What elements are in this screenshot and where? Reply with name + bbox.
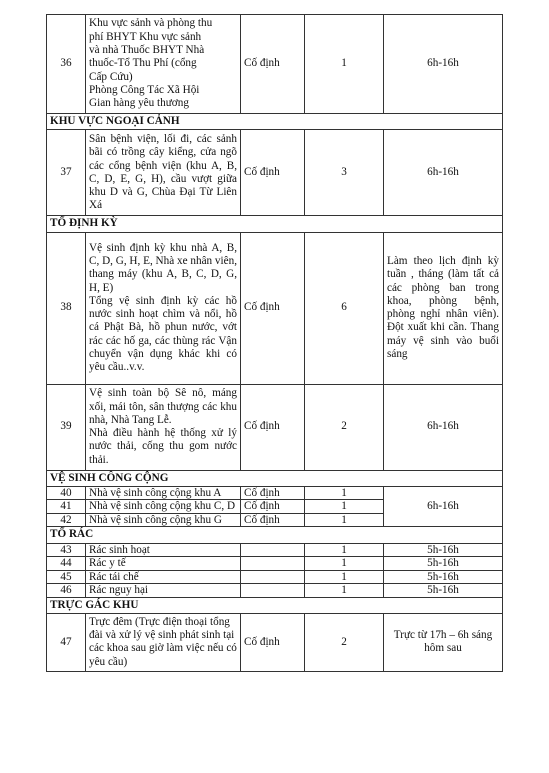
row-quantity: 3	[305, 130, 384, 216]
row-quantity: 1	[305, 15, 384, 114]
row-description: Rác y tế	[86, 557, 241, 571]
row-quantity: 2	[305, 613, 384, 671]
schedule-table	[46, 14, 503, 672]
row-type: Cố định	[241, 486, 305, 500]
section-header-row	[47, 470, 503, 486]
description-line: Gian hàng yêu thương	[89, 97, 189, 110]
row-description	[86, 384, 241, 470]
row-description: Sân bệnh viện, lối đi, các sảnh bãi có trồng cây kiểng, cửa ngõ các cổng bệnh viện (khu A, B, C, D, E, G, H), cầu vượt giữa khu D và G, Chùa Đại Từ Liên Xá	[86, 130, 241, 216]
row-quantity: 1	[305, 500, 384, 514]
table-row	[47, 130, 503, 216]
row-type: Cố định	[241, 500, 305, 514]
row-description: Rác tái chế	[86, 570, 241, 584]
table-row	[47, 15, 503, 114]
description-line: phí BHYT Khu vực sảnh	[89, 30, 202, 43]
row-number: 47	[47, 613, 86, 671]
row-description: Nhà vệ sinh công cộng khu C, D	[86, 500, 241, 514]
row-number: 46	[47, 584, 86, 598]
row-type: Cố định	[241, 232, 305, 384]
row-quantity: 1	[305, 570, 384, 584]
row-description	[86, 232, 241, 384]
description-paragraph: Nhà điều hành hệ thống xử lý nước thải, cống thu gom nước thải.	[89, 427, 237, 466]
description-line: và nhà Thuốc BHYT Nhà	[89, 44, 205, 57]
table-row	[47, 584, 503, 598]
row-quantity: 1	[305, 486, 384, 500]
table-row	[47, 384, 503, 470]
row-number: 43	[47, 543, 86, 557]
row-type: Cố định	[241, 513, 305, 527]
row-number: 42	[47, 513, 86, 527]
row-number: 45	[47, 570, 86, 584]
row-type	[241, 570, 305, 584]
row-type	[241, 584, 305, 598]
section-header-row	[47, 216, 503, 232]
row-quantity: 1	[305, 557, 384, 571]
row-quantity: 6	[305, 232, 384, 384]
section-header-row	[47, 597, 503, 613]
table-row	[47, 232, 503, 384]
description-line: thuốc-Tổ Thu Phí (cổng	[89, 57, 197, 70]
row-number: 38	[47, 232, 86, 384]
row-type: Cố định	[241, 15, 305, 114]
row-quantity: 1	[305, 543, 384, 557]
row-time: 5h-16h	[384, 570, 503, 584]
row-description: Nhà vệ sinh công cộng khu A	[86, 486, 241, 500]
row-time: Trực từ 17h – 6h sáng hôm sau	[384, 613, 503, 671]
row-quantity: 1	[305, 513, 384, 527]
row-description	[86, 15, 241, 114]
row-number: 39	[47, 384, 86, 470]
section-title: TRỰC GÁC KHU	[47, 597, 503, 613]
table-row	[47, 557, 503, 571]
section-header-row	[47, 114, 503, 130]
description-line: Khu vực sảnh và phòng thu	[89, 17, 213, 30]
description-paragraph: Tổng vệ sinh định kỳ các hồ nước sinh hoạt chìm và nổi, hồ cá Phật Bà, hồ phun nước, vớt rác các hố ga, các thùng rác Vận chuyển vận dụng khác khi có yêu cầu..v.v.	[89, 294, 237, 374]
section-title: VỆ SINH CÔNG CỘNG	[47, 470, 503, 486]
row-time: 6h-16h	[384, 384, 503, 470]
row-number: 40	[47, 486, 86, 500]
row-description: Rác nguy hại	[86, 584, 241, 598]
table-row	[47, 486, 503, 500]
section-title: TỔ ĐỊNH KỲ	[47, 216, 503, 232]
row-time: 6h-16h	[384, 486, 503, 527]
row-number: 36	[47, 15, 86, 114]
section-title: TỔ RÁC	[47, 527, 503, 543]
row-time: 6h-16h	[384, 130, 503, 216]
row-time: 5h-16h	[384, 557, 503, 571]
description-line: Cấp Cứu)	[89, 70, 133, 83]
description-paragraph: Vệ sinh định kỳ khu nhà A, B, C, D, G, H, E, Nhà xe nhân viên, thang máy (khu A, B, C, D, G, H, E)	[89, 241, 237, 294]
description-paragraph: Vệ sinh toàn bộ Sê nô, máng xối, mái tôn, sân thượng các khu nhà, Nhà Tang Lễ.	[89, 387, 237, 426]
table-row	[47, 543, 503, 557]
row-quantity: 2	[305, 384, 384, 470]
row-description: Nhà vệ sinh công cộng khu G	[86, 513, 241, 527]
row-time: 6h-16h	[384, 15, 503, 114]
section-title: KHU VỰC NGOẠI CẢNH	[47, 114, 503, 130]
description-line: Phòng Công Tác Xã Hội	[89, 83, 200, 96]
row-type: Cố định	[241, 130, 305, 216]
row-description: Trực đêm (Trực điện thoại tổng đài và xử lý vệ sinh phát sinh tại các khoa sau giờ làm việc nếu có yêu cầu)	[86, 613, 241, 671]
row-description: Rác sinh hoạt	[86, 543, 241, 557]
row-type	[241, 543, 305, 557]
row-quantity: 1	[305, 584, 384, 598]
row-number: 44	[47, 557, 86, 571]
section-header-row	[47, 527, 503, 543]
row-note: Làm theo lịch định kỳ tuần , tháng (làm tất cả các phòng ban trong khoa, phòng bệnh, phòng nghỉ nhân viên). Đột xuất khi cần. Thang máy vệ sinh vào buổi sáng	[384, 232, 503, 384]
table-row	[47, 570, 503, 584]
row-number: 37	[47, 130, 86, 216]
row-type: Cố định	[241, 384, 305, 470]
row-number: 41	[47, 500, 86, 514]
row-time: 5h-16h	[384, 543, 503, 557]
row-time: 5h-16h	[384, 584, 503, 598]
row-type: Cố định	[241, 613, 305, 671]
row-type	[241, 557, 305, 571]
table-row	[47, 613, 503, 671]
